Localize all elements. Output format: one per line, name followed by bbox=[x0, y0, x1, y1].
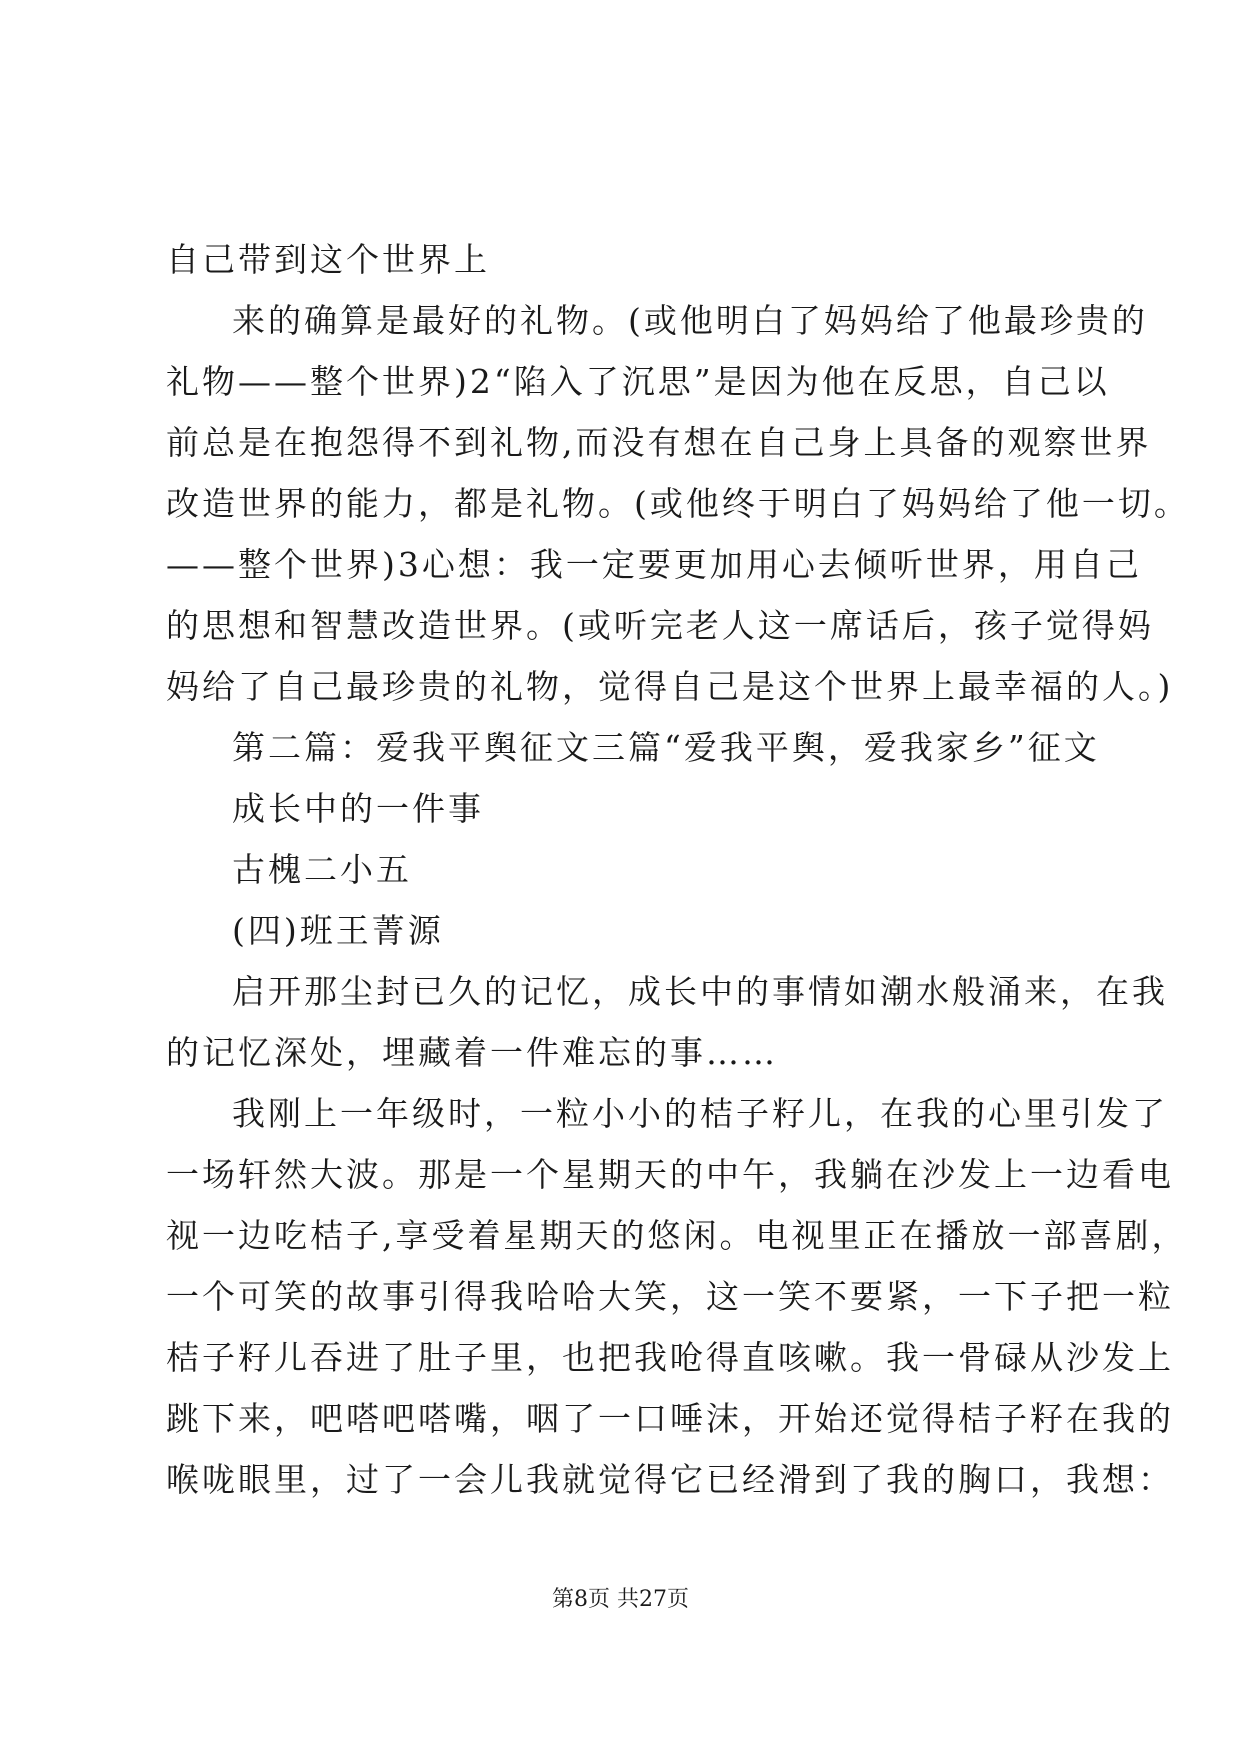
text-line: 妈给了自己最珍贵的礼物，觉得自己是这个世界上最幸福的人。) bbox=[166, 667, 1174, 706]
body-text bbox=[166, 229, 1190, 1510]
author-class-name: (四)班王菁源 bbox=[232, 911, 444, 950]
text-line: 启开那尘封已久的记忆，成长中的事情如潮水般涌来，在我 bbox=[232, 972, 1168, 1011]
text-line: 来的确算是最好的礼物。(或他明白了妈妈给了他最珍贵的 bbox=[232, 301, 1148, 340]
page-number-footer: 第8页 共27页 bbox=[552, 1587, 689, 1612]
text-line: 我刚上一年级时，一粒小小的桔子籽儿，在我的心里引发了 bbox=[232, 1094, 1168, 1133]
text-line: 前总是在抱怨得不到礼物,而没有想在自己身上具备的观察世界 bbox=[166, 423, 1152, 462]
text-line: ——整个世界)3心想：我一定要更加用心去倾听世界，用自己 bbox=[166, 545, 1142, 584]
text-line: 自己带到这个世界上 bbox=[166, 240, 490, 279]
essay-title: 成长中的一件事 bbox=[232, 789, 484, 828]
text-line: 视一边吃桔子,享受着星期天的悠闲。电视里正在播放一部喜剧， bbox=[166, 1216, 1188, 1255]
section-heading: 第二篇：爱我平舆征文三篇“爱我平舆，爱我家乡”征文 bbox=[232, 728, 1100, 767]
author-school: 古槐二小五 bbox=[232, 850, 412, 889]
text-line: 桔子籽儿吞进了肚子里，也把我呛得直咳嗽。我一骨碌从沙发上 bbox=[166, 1338, 1174, 1377]
text-line: 的思想和智慧改造世界。(或听完老人这一席话后，孩子觉得妈 bbox=[166, 606, 1154, 645]
text-line: 一场轩然大波。那是一个星期天的中午，我躺在沙发上一边看电 bbox=[166, 1155, 1174, 1194]
text-line: 改造世界的能力，都是礼物。(或他终于明白了妈妈给了他一切。 bbox=[166, 484, 1190, 523]
text-line: 礼物——整个世界)2“陷入了沉思”是因为他在反思，自己以 bbox=[166, 362, 1110, 401]
text-line: 一个可笑的故事引得我哈哈大笑，这一笑不要紧，一下子把一粒 bbox=[166, 1277, 1174, 1316]
text-line: 的记忆深处，埋藏着一件难忘的事…… bbox=[166, 1033, 778, 1072]
text-line: 喉咙眼里，过了一会儿我就觉得它已经滑到了我的胸口，我想： bbox=[166, 1460, 1174, 1499]
text-line: 跳下来，吧嗒吧嗒嘴，咽了一口唾沫，开始还觉得桔子籽在我的 bbox=[166, 1399, 1174, 1438]
